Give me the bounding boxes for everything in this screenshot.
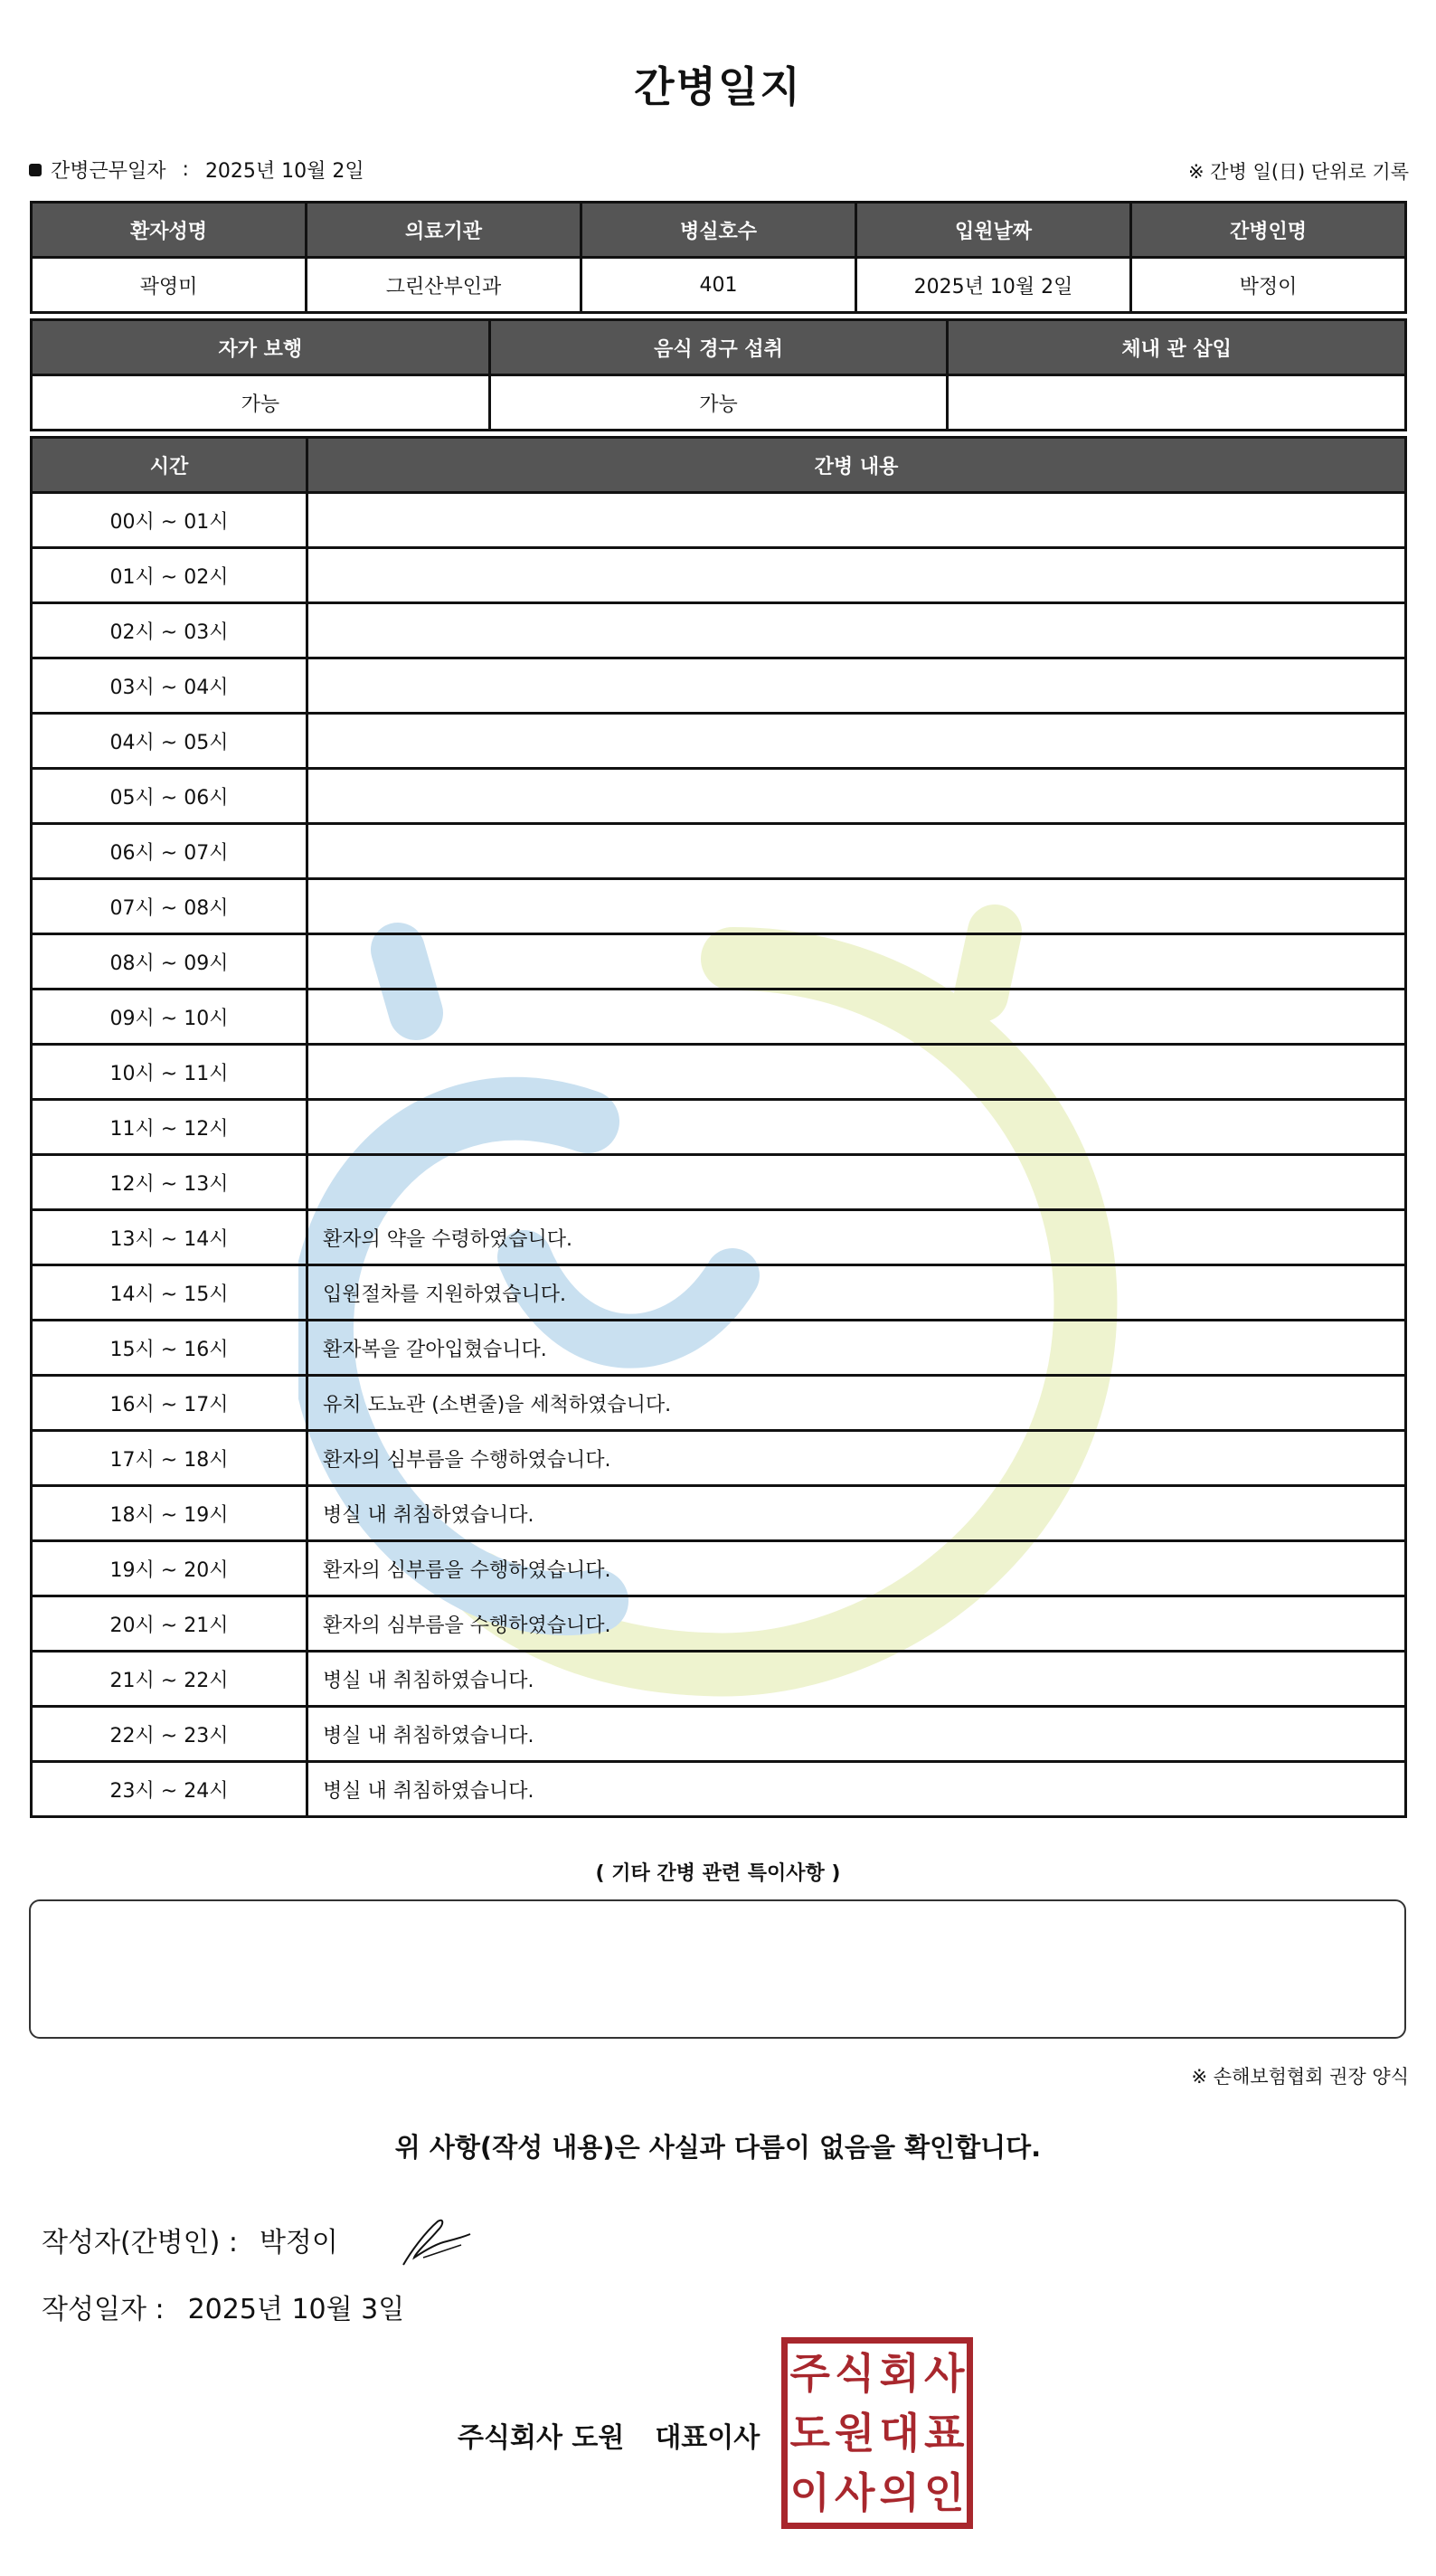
care-content: [307, 769, 1406, 824]
table-row: [32, 1265, 1406, 1321]
care-content: 병실 내 취침하였습니다.: [307, 1707, 1406, 1762]
care-content: [307, 824, 1406, 879]
time-slot: 21시 ~ 22시: [32, 1652, 307, 1707]
work-date-label: 간병근무일자: [51, 160, 166, 183]
care-content: [307, 714, 1406, 769]
seal-char: 이: [789, 2468, 830, 2517]
care-content: 병실 내 취침하였습니다.: [307, 1652, 1406, 1707]
square-bullet-icon: [29, 164, 42, 176]
patient-status-table: [30, 318, 1407, 431]
time-slot: 04시 ~ 05시: [32, 714, 307, 769]
time-slot: 13시 ~ 14시: [32, 1210, 307, 1265]
written-date-line: [42, 2287, 404, 2326]
company-title: 대표이사: [655, 2422, 761, 2454]
time-slot: 22시 ~ 23시: [32, 1707, 307, 1762]
time-slot: 20시 ~ 21시: [32, 1596, 307, 1652]
table-row: [32, 603, 1406, 658]
time-slot: 23시 ~ 24시: [32, 1762, 307, 1817]
care-content: [307, 1100, 1406, 1155]
work-date-value: 2025년 10월 2일: [204, 160, 364, 183]
admission-date: 2025년 10월 2일: [856, 258, 1131, 313]
company-name: 주식회사 도원: [458, 2422, 625, 2454]
time-slot: 00시 ~ 01시: [32, 493, 307, 548]
caregiver-name: 박정이: [1131, 258, 1406, 313]
writer-name: 박정이: [259, 2227, 338, 2259]
care-content: 환자의 약을 수령하였습니다.: [307, 1210, 1406, 1265]
header-care-content: 간병 내용: [307, 438, 1406, 493]
company-line: [458, 2415, 760, 2455]
care-log-table: [30, 436, 1407, 1818]
table-row: [32, 1210, 1406, 1265]
care-content: 병실 내 취침하였습니다.: [307, 1486, 1406, 1541]
table-row: [32, 1321, 1406, 1376]
time-slot: 01시 ~ 02시: [32, 548, 307, 603]
table-row: [32, 714, 1406, 769]
header-time: 시간: [32, 438, 307, 493]
table-row: [32, 1100, 1406, 1155]
table-row: [32, 1652, 1406, 1707]
written-date-label: 작성일자 :: [42, 2294, 165, 2325]
time-slot: 19시 ~ 20시: [32, 1541, 307, 1596]
care-content: 유치 도뇨관 (소변줄)을 세척하였습니다.: [307, 1376, 1406, 1431]
time-slot: 02시 ~ 03시: [32, 603, 307, 658]
time-slot: 06시 ~ 07시: [32, 824, 307, 879]
unit-note: ※ 간병 일(日) 단위로 기록: [1188, 161, 1409, 183]
care-content: [307, 879, 1406, 934]
confirmation-statement: 위 사항(작성 내용)은 사실과 다름이 없음을 확인합니다.: [394, 2132, 1042, 2163]
table-row: [32, 1541, 1406, 1596]
room-number: 401: [581, 258, 856, 313]
table-row: [32, 1762, 1406, 1817]
seal-char: 표: [924, 2409, 965, 2458]
hospital-name: 그린산부인과: [307, 258, 581, 313]
header-self-walking: 자가 보행: [32, 320, 490, 375]
table-row: [32, 824, 1406, 879]
header-admission-date: 입원날짜: [856, 203, 1131, 258]
writer-label: 작성자(간병인) :: [42, 2227, 238, 2259]
special-notes-label: ( 기타 간병 관련 특이사항 ): [595, 1862, 841, 1885]
time-slot: 15시 ~ 16시: [32, 1321, 307, 1376]
time-slot: 07시 ~ 08시: [32, 879, 307, 934]
table-row: [32, 879, 1406, 934]
writer-line: [42, 2220, 338, 2259]
time-slot: 14시 ~ 15시: [32, 1265, 307, 1321]
signature-icon: [398, 2212, 474, 2270]
table-row: [32, 1707, 1406, 1762]
time-slot: 05시 ~ 06시: [32, 769, 307, 824]
table-row: [32, 769, 1406, 824]
care-content: 환자의 심부름을 수행하였습니다.: [307, 1431, 1406, 1486]
oral-intake-value: 가능: [489, 375, 948, 431]
care-content: [307, 1155, 1406, 1210]
written-date-value: 2025년 10월 3일: [187, 2294, 405, 2325]
special-notes-box[interactable]: [29, 1899, 1406, 2039]
work-date-line: [29, 156, 364, 184]
self-walking-value: 가능: [32, 375, 490, 431]
time-slot: 16시 ~ 17시: [32, 1376, 307, 1431]
care-content: 환자복을 갈아입혔습니다.: [307, 1321, 1406, 1376]
care-content: [307, 603, 1406, 658]
table-row: [32, 934, 1406, 990]
table-row: [32, 548, 1406, 603]
time-slot: 18시 ~ 19시: [32, 1486, 307, 1541]
seal-char: 식: [835, 2349, 875, 2398]
seal-char: 회: [879, 2349, 920, 2398]
care-content: [307, 990, 1406, 1045]
seal-char: 대: [879, 2409, 920, 2458]
table-row: [32, 1596, 1406, 1652]
header-patient-name: 환자성명: [32, 203, 307, 258]
header-room-number: 병실호수: [581, 203, 856, 258]
seal-char: 주: [789, 2349, 830, 2398]
work-date-separator: :: [182, 158, 189, 181]
seal-char: 의: [879, 2468, 920, 2517]
seal-char: 원: [835, 2409, 875, 2458]
care-content: 환자의 심부름을 수행하였습니다.: [307, 1541, 1406, 1596]
format-note: ※ 손해보험협회 권장 양식: [1191, 2066, 1409, 2088]
care-content: 입원절차를 지원하였습니다.: [307, 1265, 1406, 1321]
care-content: 병실 내 취침하였습니다.: [307, 1762, 1406, 1817]
time-slot: 17시 ~ 18시: [32, 1431, 307, 1486]
header-caregiver-name: 간병인명: [1131, 203, 1406, 258]
table-row: [32, 1045, 1406, 1100]
patient-name: 곽영미: [32, 258, 307, 313]
header-oral-intake: 음식 경구 섭취: [489, 320, 948, 375]
table-row: [32, 1431, 1406, 1486]
table-row: [32, 493, 1406, 548]
time-slot: 09시 ~ 10시: [32, 990, 307, 1045]
table-row: [32, 1376, 1406, 1431]
table-row: [32, 990, 1406, 1045]
care-content: [307, 1045, 1406, 1100]
care-content: [307, 493, 1406, 548]
patient-info-table: [30, 201, 1407, 314]
care-content: 환자의 심부름을 수행하였습니다.: [307, 1596, 1406, 1652]
company-seal: [776, 2332, 978, 2534]
care-content: [307, 934, 1406, 990]
seal-char: 도: [789, 2409, 830, 2458]
seal-grid: [781, 2337, 973, 2529]
table-row: [32, 1155, 1406, 1210]
seal-char: 사: [924, 2349, 965, 2398]
time-slot: 03시 ~ 04시: [32, 658, 307, 714]
time-slot: 08시 ~ 09시: [32, 934, 307, 990]
seal-char: 인: [924, 2468, 965, 2517]
table-row: [32, 658, 1406, 714]
care-content: [307, 658, 1406, 714]
page-title: 간병일지: [634, 62, 802, 111]
time-slot: 11시 ~ 12시: [32, 1100, 307, 1155]
time-slot: 12시 ~ 13시: [32, 1155, 307, 1210]
header-hospital: 의료기관: [307, 203, 581, 258]
header-tube-insertion: 체내 관 삽입: [948, 320, 1406, 375]
seal-char: 사: [835, 2468, 875, 2517]
time-slot: 10시 ~ 11시: [32, 1045, 307, 1100]
care-content: [307, 548, 1406, 603]
tube-insertion-value: [948, 375, 1406, 431]
table-row: [32, 1486, 1406, 1541]
